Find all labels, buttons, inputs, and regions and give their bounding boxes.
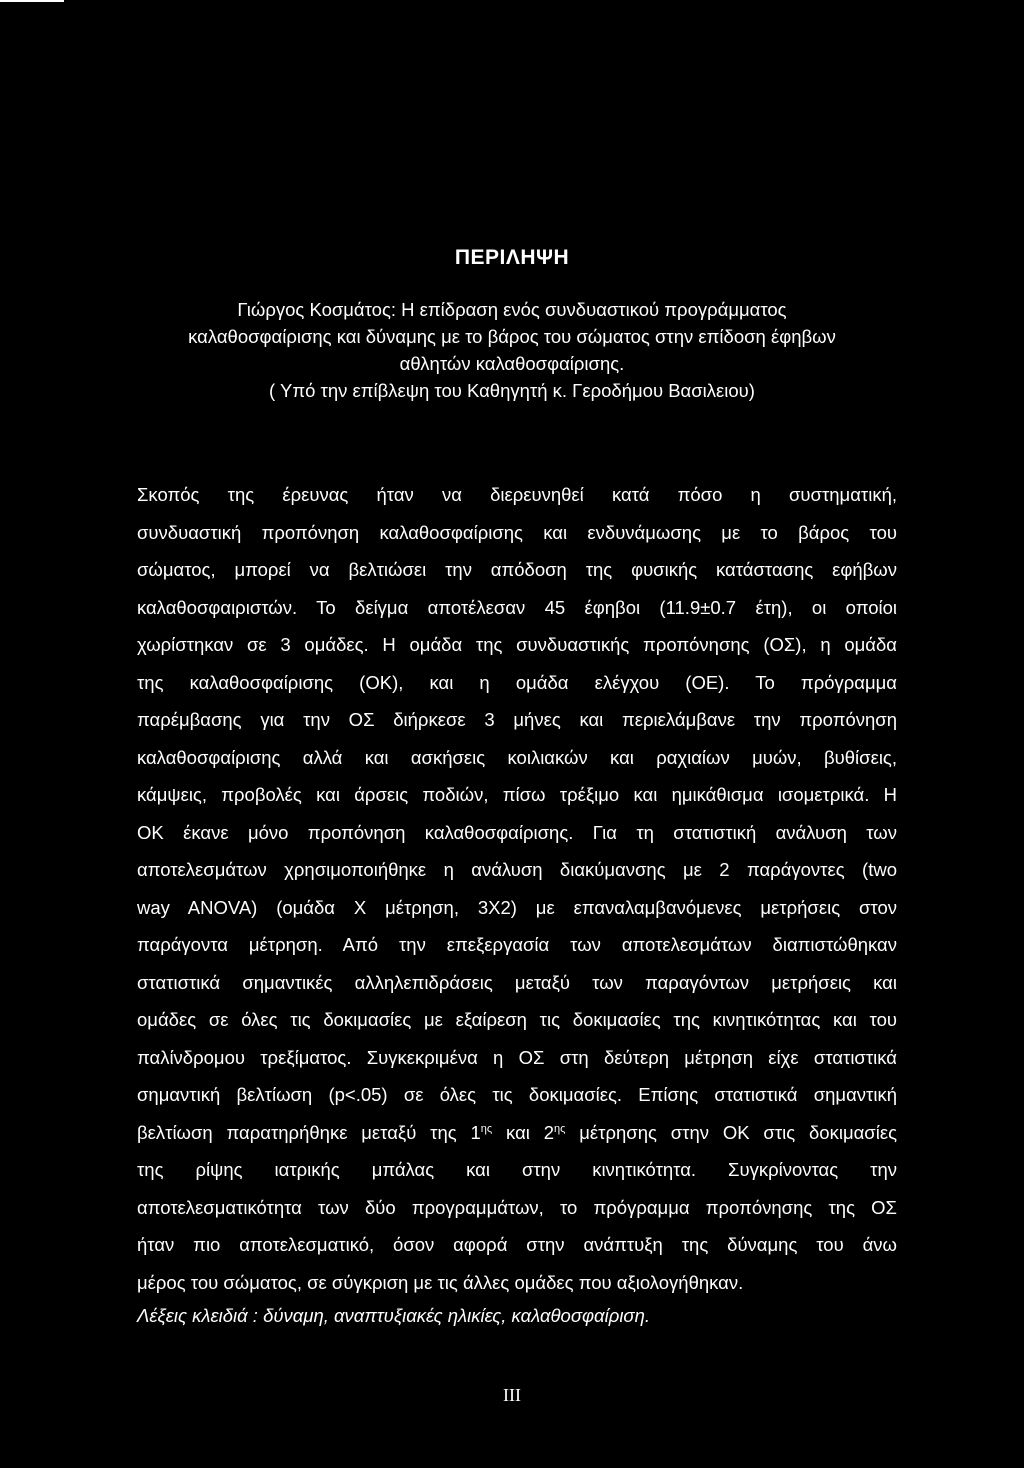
abstract-line: αποτελεσματικότητα των δύο προγραμμάτων, το πρόγραμμα προπόνησης της ΟΣ — [137, 1196, 897, 1218]
abstract-line: αποτελεσμάτων χρησιμοποιήθηκε η ανάλυση διακύμανσης με 2 παράγοντες (two — [137, 859, 897, 880]
abstract-line: σώματος, μπορεί να βελτιώσει την απόδοση της φυσικής κατάστασης εφήβων — [137, 559, 897, 580]
abstract-line: κάμψεις, προβολές και άρσεις ποδιών, πίσω τρέξιμο και ημικάθισμα ισομετρικά. Η — [137, 784, 897, 805]
keywords-line: Λέξεις κλειδιά : δύναμη, αναπτυξιακές ηλικίες, καλαθοσφαίριση. — [137, 1305, 650, 1326]
thesis-title-block — [0, 296, 1024, 404]
abstract-line: μέρος του σώματος, σε σύγκριση με τις άλλες ομάδες που αξιολογήθηκαν. — [137, 1271, 744, 1293]
supervisor-line: ( Υπό την επίβλεψη του Καθηγητή κ. Γεροδήμου Βασιλειου) — [269, 380, 755, 401]
page-number: III — [503, 1385, 521, 1405]
abstract-line: παρέμβασης για την ΟΣ διήρκεσε 3 μήνες και περιελάμβανε την προπόνηση — [137, 709, 897, 730]
abstract-line: ομάδες σε όλες τις δοκιμασίες με εξαίρεση τις δοκιμασίες της κινητικότητας και του — [137, 1009, 897, 1030]
abstract-line: καλαθοσφαίρισης αλλά και ασκήσεις κοιλιακών και ραχιαίων μυών, βυθίσεις, — [137, 746, 897, 768]
abstract-line: σημαντική βελτίωση (p<.05) σε όλες τις δοκιμασίες. Επίσης στατιστικά σημαντική — [137, 1084, 897, 1105]
abstract-line: ήταν πιο αποτελεσματικό, όσον αφορά στην ανάπτυξη της δύναμης του άνω — [137, 1234, 897, 1255]
abstract-line: ΟΚ έκανε μόνο προπόνηση καλαθοσφαίρισης. Για τη στατιστική ανάλυση των — [137, 821, 897, 843]
abstract-line: συνδυαστική προπόνηση καλαθοσφαίρισης και ενδυνάμωσης με το βάρος του — [137, 521, 897, 543]
abstract-line: της καλαθοσφαίρισης (ΟΚ), και η ομάδα ελέγχου (ΟΕ). Το πρόγραμμα — [137, 671, 897, 693]
abstract-line: στατιστικά σημαντικές αλληλεπιδράσεις μεταξύ των παραγόντων μετρήσεις και — [137, 971, 897, 993]
scan-edge-mark — [0, 0, 64, 2]
abstract-line: παράγοντα μέτρηση. Από την επεξεργασία των αποτελεσμάτων διαπιστώθηκαν — [137, 934, 897, 955]
abstract-line: way ANOVA) (ομάδα Χ μέτρηση, 3X2) με επαναλαμβανόμενες μετρήσεις στον — [137, 896, 897, 918]
abstract-line: χωρίστηκαν σε 3 ομάδες. Η ομάδα της συνδυαστικής προπόνησης (ΟΣ), η ομάδα — [137, 634, 897, 655]
title-line: καλαθοσφαίρισης και δύναμης με το βάρος του σώματος στην επίδοση έφηβων — [188, 326, 836, 347]
abstract-line: της ρίψης ιατρικής μπάλας και στην κινητικότητα. Συγκρίνοντας την — [137, 1159, 897, 1180]
abstract-line: παλίνδρομου τρεξίματος. Συγκεκριμένα η ΟΣ στη δεύτερη μέτρηση είχε στατιστικά — [137, 1046, 897, 1068]
abstract-text: μέτρησης στην ΟΚ στις δοκιμασίες — [565, 1121, 897, 1143]
section-heading: ΠΕΡΙΛΗΨΗ — [454, 246, 570, 269]
title-line: Γιώργος Κοσμάτος: Η επίδραση ενός συνδυαστικού προγράμματος — [237, 299, 787, 320]
abstract-line-with-superscripts — [137, 1114, 897, 1152]
abstract-text: βελτίωση παρατηρήθηκε μεταξύ της 1 — [137, 1121, 481, 1143]
abstract-line: καλαθοσφαιριστών. Το δείγμα αποτέλεσαν 45 έφηβοι (11.9±0.7 έτη), οι οποίοι — [137, 596, 897, 618]
ordinal-superscript: ης — [480, 1122, 493, 1135]
title-line: αθλητών καλαθοσφαίρισης. — [399, 353, 625, 374]
abstract-line: Σκοπός της έρευνας ήταν να διερευνηθεί κατά πόσο η συστηματική, — [137, 484, 897, 505]
abstract-body — [137, 476, 897, 1301]
abstract-text: και 2 — [492, 1121, 555, 1143]
ordinal-superscript: ης — [554, 1122, 566, 1135]
